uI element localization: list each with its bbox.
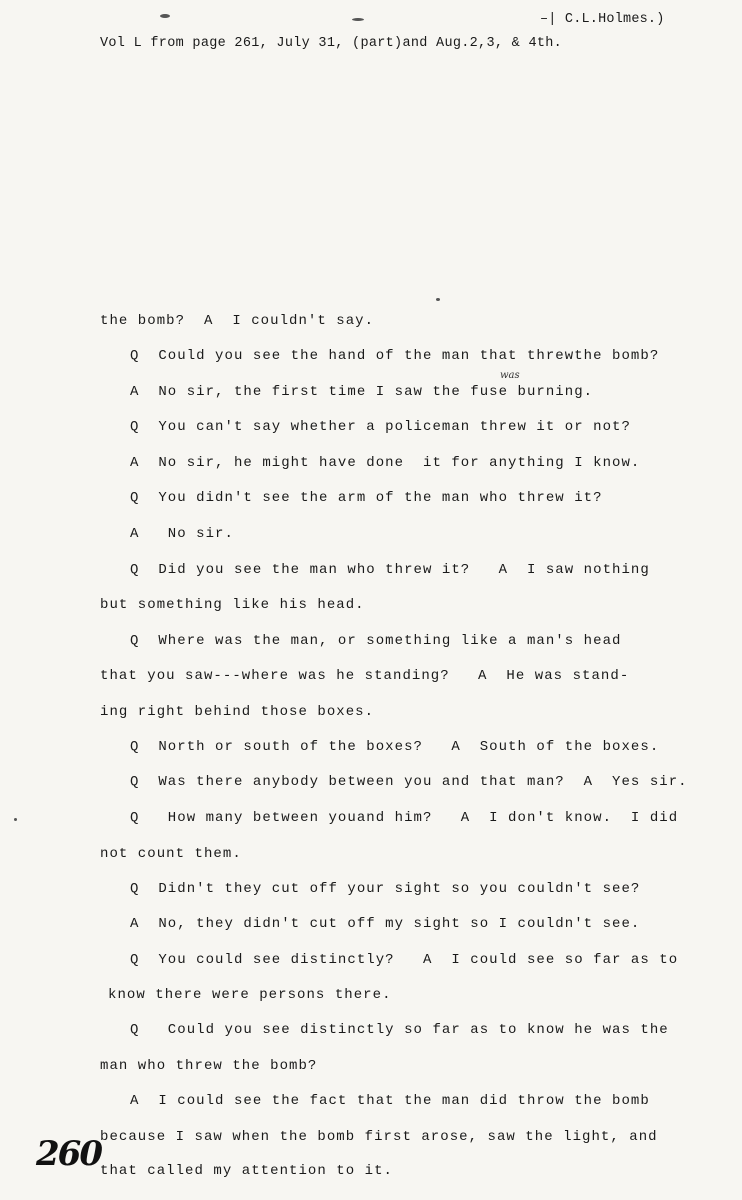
transcript-line: man who threw the bomb?: [100, 1058, 318, 1074]
transcript-line: that you saw---where was he standing? A He was stand-: [100, 668, 630, 684]
transcript-line: Q How many between youand him? A I don't know. I did: [130, 810, 679, 826]
transcript-line: Q You didn't see the arm of the man who threw it?: [130, 490, 603, 506]
ink-speck: [14, 818, 17, 821]
transcript-line: the bomb? A I couldn't say.: [100, 313, 375, 329]
transcript-line: Q Didn't they cut off your sight so you couldn't see?: [130, 881, 641, 897]
transcript-line: A No sir, the first time I saw the fuse burning.: [130, 384, 594, 400]
transcript-line: not count them.: [100, 846, 242, 862]
transcript-line: Q Was there anybody between you and that man? A Yes sir.: [130, 774, 688, 790]
witness-name: –| C.L.Holmes.): [540, 12, 665, 27]
transcript-line: know there were persons there.: [108, 987, 392, 1003]
transcript-line: A No sir.: [130, 526, 234, 542]
transcript-line: Q You can't say whether a policeman threw it or not?: [130, 419, 631, 435]
volume-reference: Vol L from page 261, July 31, (part)and Aug.2,3, & 4th.: [100, 36, 563, 51]
transcript-line: A No, they didn't cut off my sight so I couldn't see.: [130, 916, 641, 932]
ink-speck: [352, 18, 364, 21]
transcript-line: A I could see the fact that the man did throw the bomb: [130, 1093, 650, 1109]
transcript-line: ing right behind those boxes.: [100, 704, 375, 720]
handwritten-page-number: 260: [36, 1134, 101, 1174]
transcript-line: Q Could you see distinctly so far as to know he was the: [130, 1022, 669, 1038]
ink-speck: [160, 14, 170, 18]
transcript-line: Q You could see distinctly? A I could see so far as to: [130, 952, 679, 968]
handwritten-insertion: was: [500, 370, 520, 381]
ink-speck: [436, 298, 440, 301]
transcript-line: but something like his head.: [100, 597, 365, 613]
transcript-line: Q Where was the man, or something like a man's head: [130, 633, 622, 649]
transcript-line: Q Did you see the man who threw it? A I saw nothing: [130, 562, 650, 578]
transcript-line: A No sir, he might have done it for anything I know.: [130, 455, 641, 471]
transcript-line: Q Could you see the hand of the man that threwthe bomb?: [130, 348, 660, 364]
transcript-line: Q North or south of the boxes? A South of the boxes.: [130, 739, 660, 755]
transcript-line: because I saw when the bomb first arose, saw the light, and: [100, 1129, 658, 1145]
transcript-line: that called my attention to it.: [100, 1163, 393, 1179]
